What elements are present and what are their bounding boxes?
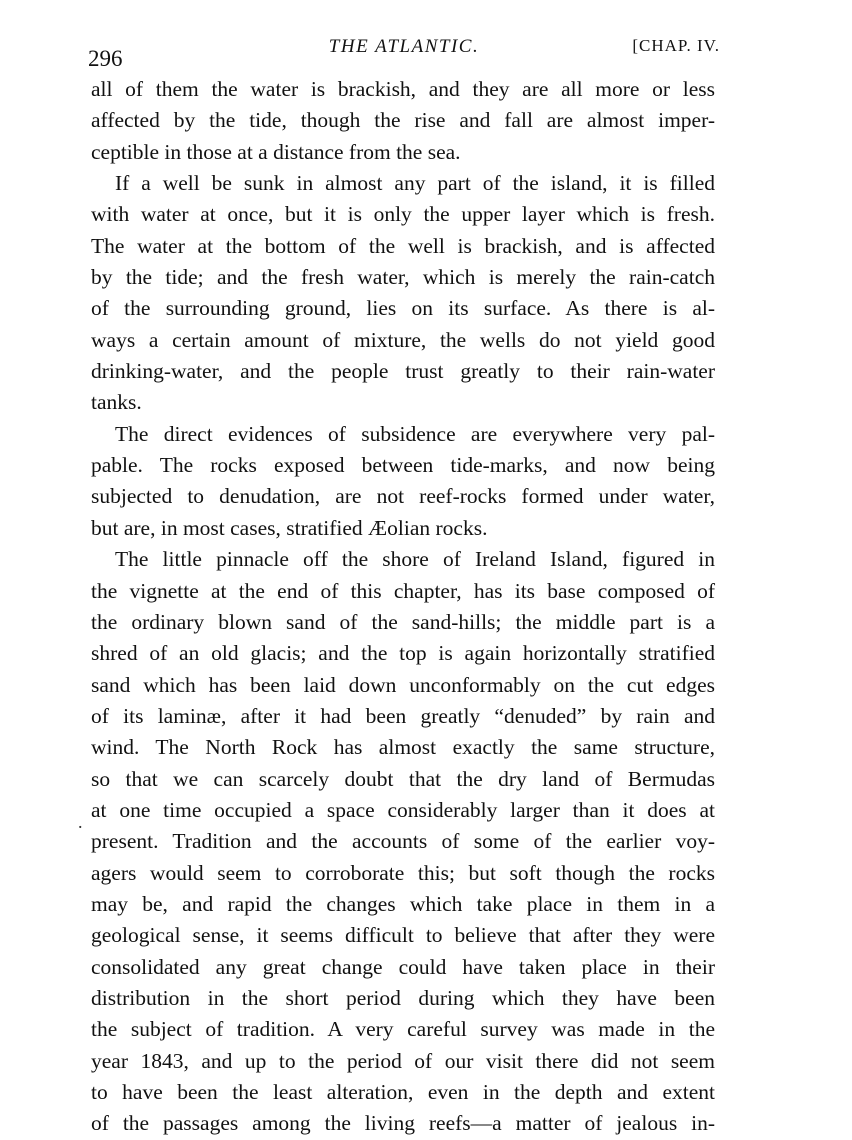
text-line: with water at once, but it is only the upper layer which is fresh. (91, 202, 715, 227)
text-line: ceptible in those at a distance from the sea. (91, 139, 461, 164)
text-line: of the surrounding ground, lies on its surface. As there is al- (91, 296, 715, 321)
text-line: present. Tradition and the accounts of some of the earlier voy- (91, 829, 715, 854)
text-line: so that we can scarcely doubt that the dry land of Bermudas (91, 766, 715, 791)
text-line: by the tide; and the fresh water, which is merely the rain-catch (91, 265, 715, 290)
text-line: tanks. (91, 390, 142, 415)
chapter-reference: [CHAP. IV. (632, 36, 720, 55)
text-line: affected by the tide, though the rise and fall are almost imper- (91, 108, 715, 133)
text-line: of the passages among the living reefs—a matter of jealous in- (91, 1111, 715, 1136)
text-line: the ordinary blown sand of the sand-hills; the middle part is a (91, 609, 715, 634)
text-line: pable. The rocks exposed between tide-marks, and now being (91, 453, 715, 478)
text-line: subjected to denudation, are not reef-rocks formed under water, (91, 484, 715, 509)
paragraph-first-line: The direct evidences of subsidence are everywhere very pal- (115, 421, 715, 446)
running-header (88, 36, 720, 71)
text-line: but are, in most cases, stratified Æolian rocks. (91, 515, 488, 540)
text-line: the vignette at the end of this chapter, has its base composed of (91, 578, 715, 603)
margin-mark: . (78, 812, 83, 832)
text-line: sand which has been laid down unconformably on the cut edges (91, 672, 715, 697)
text-line: to have been the least alteration, even in the depth and extent (91, 1080, 715, 1104)
text-line: geological sense, it seems difficult to believe that after they were (91, 923, 715, 948)
text-line: consolidated any great change could have taken place in their (91, 954, 715, 979)
text-line: ways a certain amount of mixture, the wells do not yield good (91, 327, 715, 352)
text-line: distribution in the short period during which they have been (91, 985, 715, 1010)
text-line: shred of an old glacis; and the top is again horizontally stratified (91, 641, 715, 666)
text-line: the subject of tradition. A very careful survey was made in the (91, 1017, 715, 1042)
text-line: of its laminæ, after it had been greatly “denuded” by rain and (91, 703, 715, 728)
page-number: 296 (88, 46, 123, 71)
text-line: agers would seem to corroborate this; but soft though the rocks (91, 860, 715, 885)
paragraph-first-line: The little pinnacle off the shore of Ireland Island, figured in (115, 547, 715, 572)
paragraph-first-line: If a well be sunk in almost any part of the island, it is filled (115, 171, 715, 196)
text-line: may be, and rapid the changes which take place in them in a (91, 891, 715, 916)
text-line: drinking-water, and the people trust greatly to their rain-water (91, 359, 715, 384)
text-line: The water at the bottom of the well is brackish, and is affected (91, 233, 715, 258)
text-line: all of them the water is brackish, and they are all more or less (91, 77, 715, 101)
text-line: year 1843, and up to the period of our visit there did not seem (91, 1048, 715, 1073)
running-title: THE ATLANTIC. (328, 36, 480, 57)
text-line: at one time occupied a space considerably larger than it does at (91, 797, 715, 822)
text-line: wind. The North Rock has almost exactly the same structure, (91, 735, 715, 760)
body-text (91, 74, 715, 1140)
